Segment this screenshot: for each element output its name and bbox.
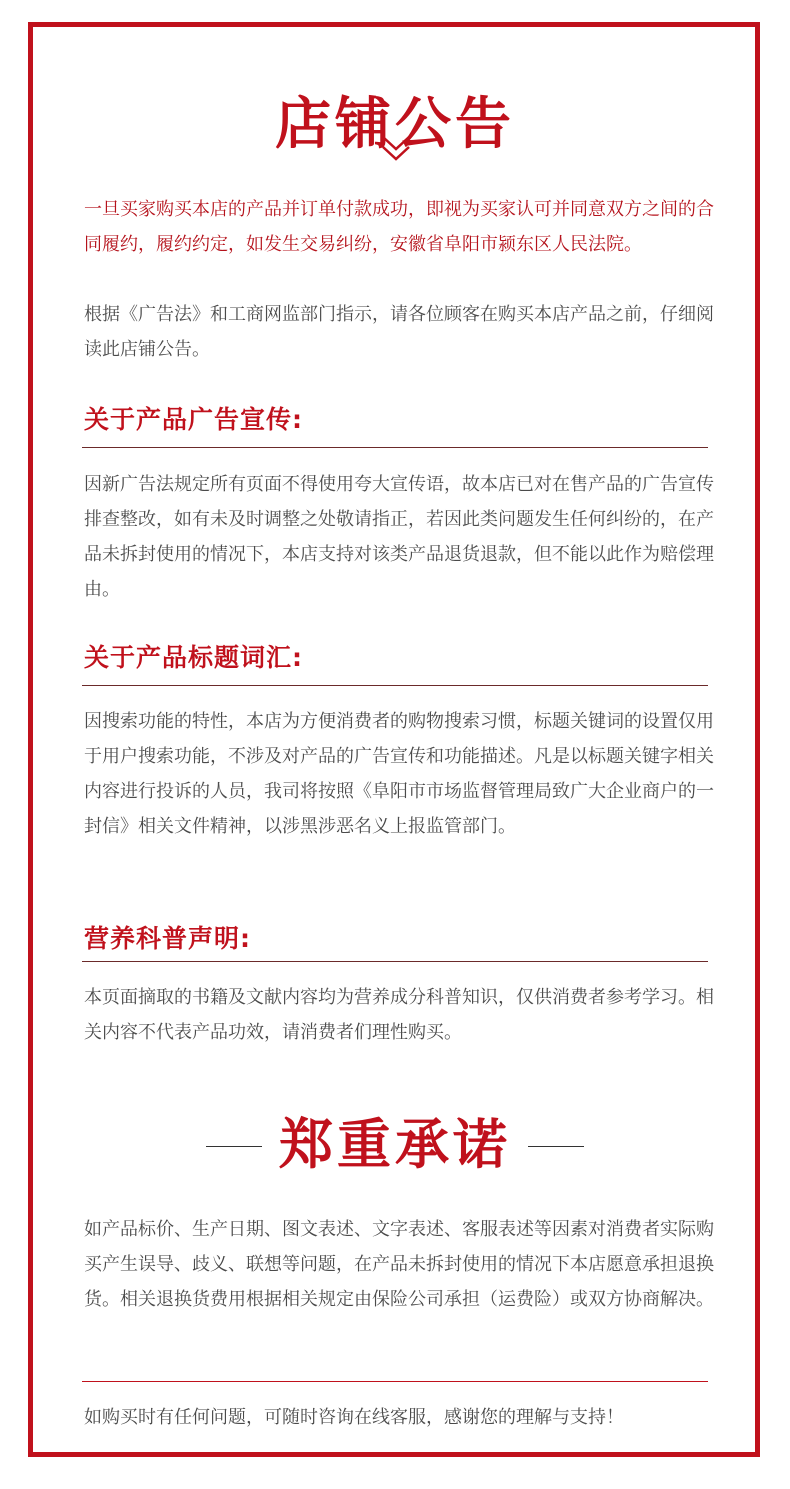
- section-body-title-words: 因搜索功能的特性，本店为方便消费者的购物搜索习惯，标题关键词的设置仅用于用户搜索功能，不涉及对产品的广告宣传和功能描述。凡是以标题关键字相关内容进行投诉的人员，我司将按照《阜阳市市场监督管理局致广大企业商户的一封信》相关文件精神，以涉黑涉恶名义上报监管部门。: [84, 711, 714, 837]
- intro-red-text: 一旦买家购买本店的产品并订单付款成功，即视为买家认可并同意双方之间的合同履约，履约约定，如发生交易纠纷，安徽省阜阳市颍东区人民法院。: [84, 199, 714, 255]
- notice-title: 店铺公告: [275, 91, 515, 157]
- promise-title: 郑重承诺: [279, 1113, 511, 1176]
- section-heading-ad: 关于产品广告宣传:: [84, 405, 303, 434]
- footer-text: 如购买时有任何问题，可随时咨询在线客服，感谢您的理解与支持！: [84, 1407, 624, 1428]
- section-divider: [82, 961, 708, 962]
- section-body-nutrition: 本页面摘取的书籍及文献内容均为营养成分科普知识，仅供消费者参考学习。相关内容不代表产品功效，请消费者们理性购买。: [84, 987, 714, 1043]
- double-chevron-down-icon: [380, 134, 412, 164]
- section-divider: [82, 447, 708, 448]
- section-heading-title-words: 关于产品标题词汇:: [84, 643, 303, 672]
- footer-divider: [82, 1381, 708, 1382]
- section-body-ad: 因新广告法规定所有页面不得使用夸大宣传语，故本店已对在售产品的广告宣传排查整改，如有未及时调整之处敬请指正，若因此类问题发生任何纠纷的，在产品未拆封使用的情况下，本店支持对该类产品退货退款，但不能以此作为赔偿理由。: [84, 474, 714, 600]
- promise-body: 如产品标价、生产日期、图文表述、文字表述、客服表述等因素对消费者实际购买产生误导、歧义、联想等问题，在产品未拆封使用的情况下本店愿意承担退换货。相关退换货费用根据相关规定由保险公司承担（运费险）或双方协商解决。: [84, 1219, 714, 1310]
- promise-header: [0, 1110, 790, 1180]
- section-divider: [82, 685, 708, 686]
- section-heading-nutrition: 营养科普声明:: [84, 924, 251, 953]
- intro-gray-text: 根据《广告法》和工商网监部门指示，请各位顾客在购买本店产品之前，仔细阅读此店铺公告。: [84, 304, 714, 360]
- promise-right-line: [528, 1146, 584, 1147]
